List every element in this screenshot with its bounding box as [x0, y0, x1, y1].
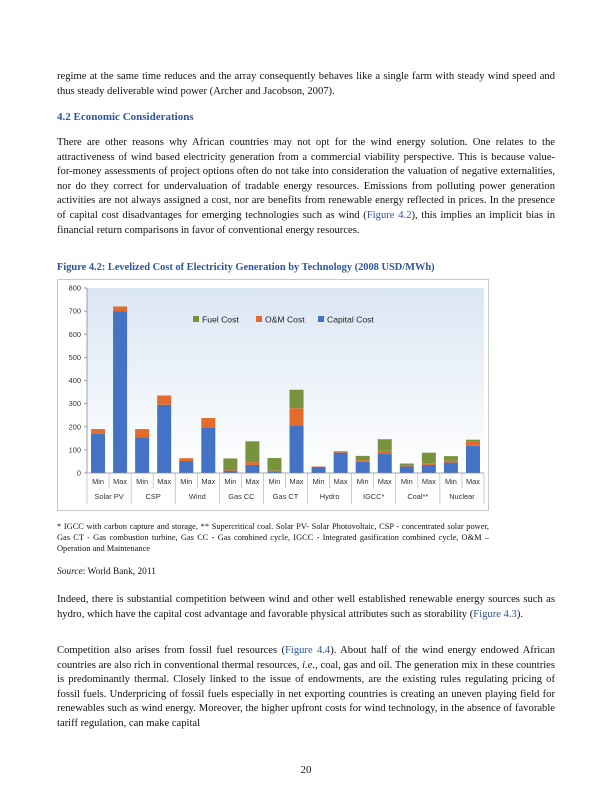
bar-segment [356, 456, 370, 460]
bar-segment [179, 461, 193, 473]
bar-segment [267, 471, 281, 472]
y-tick-label: 300 [68, 399, 81, 409]
y-tick-label: 400 [68, 376, 81, 386]
paragraph-fossil [57, 644, 555, 732]
bar-segment [245, 441, 259, 462]
page-number: 20 [300, 764, 312, 776]
bar-segment [422, 453, 436, 464]
x-tick-label: Max [465, 477, 480, 486]
x-tick-label: Min [180, 477, 193, 486]
legend-label: Fuel Cost [202, 314, 239, 325]
bar-segment [290, 426, 304, 473]
bar-segment [201, 427, 215, 473]
figure-title: Figure 4.2: Levelized Cost of Electricity Generation by Technology (2008 USD/MWh) [57, 262, 435, 273]
bar-segment [245, 462, 259, 465]
bar-segment [312, 467, 326, 473]
x-group-label: Gas CC [228, 492, 255, 501]
bar-segment [466, 440, 480, 442]
bar-segment [223, 470, 237, 471]
x-tick-label: Max [245, 477, 260, 486]
x-tick-label: Max [113, 477, 128, 486]
paragraph-text: Competition also arises from fossil fuel resources ( [57, 645, 285, 656]
bar-segment [378, 451, 392, 454]
bar-segment [422, 465, 436, 473]
bar-segment [135, 437, 149, 473]
x-group-label: Wind [188, 492, 206, 501]
source-text: : World Bank, 2011 [82, 567, 156, 577]
y-tick-label: 800 [68, 283, 81, 293]
paragraph-text: ). About half of the wind energy endowed African countries are also rich in conventional thermal resources, [57, 645, 555, 671]
bar-segment [179, 458, 193, 461]
bar-segment [267, 458, 281, 471]
bar-segment [157, 405, 171, 473]
paragraph-text: ). [516, 608, 524, 620]
x-tick-label: Min [136, 477, 149, 486]
bar-segment [290, 390, 304, 409]
y-tick-label: 700 [68, 306, 81, 316]
x-tick-label: Max [201, 477, 216, 486]
legend-swatch-om [256, 316, 262, 322]
bar-segment [201, 418, 215, 427]
bar-segment [334, 453, 348, 473]
x-tick-label: Min [224, 477, 237, 486]
bar-segment [113, 311, 127, 473]
lcoe-chart [57, 279, 489, 511]
paragraph-text: There are other reasons why African countries may not opt for the wind energy solution. One relates to the attractiveness of wind based electricity generation from a commercial viability perspective. This is because value-for-money assessments of project options often do not take into consideration the valuation of negative externalities, nor do they correct for undervaluation of tradable energy resources. Emissions from polluting power generation activities are not always assigned a cost, nor are benefits from renewable energy reflected in prices. In the presence of capital cost disadvantages for emerging technologies such as wind ( [57, 137, 555, 221]
figure-4-3-link[interactable]: Figure 4.3 [473, 608, 517, 620]
bar-segment [378, 454, 392, 473]
x-group-label: Gas CT [272, 492, 299, 501]
bar-segment [400, 465, 414, 466]
paragraph-text: i.e. [302, 659, 316, 671]
bar-segment [356, 462, 370, 473]
paragraph-competition [57, 593, 555, 622]
bar-segment [334, 451, 348, 452]
bar-segment [223, 458, 237, 470]
x-tick-label: Min [268, 477, 281, 486]
bar-segment [444, 456, 458, 461]
figure-4-4-link[interactable]: Figure 4.4 [285, 645, 331, 656]
legend-label: Capital Cost [327, 314, 374, 325]
section-heading: 4.2 Economic Considerations [57, 111, 194, 123]
x-group-label: IGCC* [363, 492, 385, 501]
bar-segment [400, 467, 414, 473]
bar-segment [400, 464, 414, 466]
x-group-label: Nuclear [449, 492, 475, 501]
figure-source [57, 567, 156, 577]
x-tick-label: Max [333, 477, 348, 486]
bar-segment [245, 465, 259, 473]
bar-segment [466, 446, 480, 473]
bar-segment [444, 461, 458, 463]
x-tick-label: Min [400, 477, 413, 486]
bar-segment [290, 408, 304, 425]
legend-swatch-fuel [193, 316, 199, 322]
figure-footnote: * IGCC with carbon capture and storage, ** Supercritical coal. Solar PV- Solar Photovoltaic, CSP - concentrated solar power, Gas CT - Gas combustion turbine, Gas CC - Gas combined cycle, IGCC - Integrated gasification combined cycle, O&M – Operation and Maintenance [57, 522, 489, 553]
x-group-label: Solar PV [94, 492, 124, 501]
bar-segment [356, 460, 370, 462]
y-tick-label: 0 [76, 468, 81, 478]
legend [193, 315, 374, 325]
paragraph-economic [57, 136, 555, 238]
x-tick-label: Min [92, 477, 104, 486]
source-label: Source [57, 567, 83, 577]
x-group-label: CSP [145, 492, 161, 501]
bar-segment [157, 396, 171, 405]
x-tick-label: Min [312, 477, 325, 486]
y-tick-label: 600 [68, 329, 81, 339]
paragraph-text: , coal, gas and oil. The generation mix in these countries is predominantly thermal. Closely linked to the issue of endowments, are the existing rules regulating pricing of fossil fuels. Underpricing of fossil fuels especially in net exporting countries is creating an uneven playing field for renewables such as wind energy. Moreover, the higher upfront costs for wind technology, in the absence of favorable tariff regulation, can make capital [57, 659, 555, 729]
paragraph-text: ), this implies an implicit bias in financial return comparisons in favor of conventional energy resources. [57, 209, 555, 236]
legend-swatch-capital [318, 316, 324, 322]
x-tick-label: Min [356, 477, 369, 486]
y-tick-label: 500 [68, 352, 81, 362]
bar-segment [91, 429, 105, 434]
bar-segment [466, 442, 480, 446]
x-tick-label: Max [421, 477, 436, 486]
legend-label: O&M Cost [265, 314, 305, 325]
paragraph-text: Indeed, there is substantial competition between wind and other well established renewable energy sources such as hydro, which have the capital cost advantage and favorable physical attributes such as storability ( [57, 594, 555, 620]
x-tick-label: Max [377, 477, 392, 486]
bar-segment [378, 439, 392, 451]
bar-segment [422, 463, 436, 465]
y-tick-label: 100 [68, 445, 81, 455]
x-tick-label: Max [157, 477, 172, 486]
x-tick-label: Max [289, 477, 304, 486]
x-tick-label: Min [444, 477, 457, 486]
paragraph-intro: regime at the same time reduces and the array consequently behaves like a single farm with steady wind speed and thus steady deliverable wind power (Archer and Jacobson, 2007). [57, 71, 555, 97]
x-group-label: Coal** [407, 492, 429, 501]
x-group-label: Hydro [319, 492, 340, 501]
bar-segment [113, 307, 127, 312]
figure-4-2-link[interactable]: Figure 4.2 [366, 209, 412, 221]
bar-segment [91, 434, 105, 473]
bar-segment [444, 463, 458, 473]
y-tick-label: 200 [68, 422, 81, 432]
bar-segment [135, 429, 149, 437]
